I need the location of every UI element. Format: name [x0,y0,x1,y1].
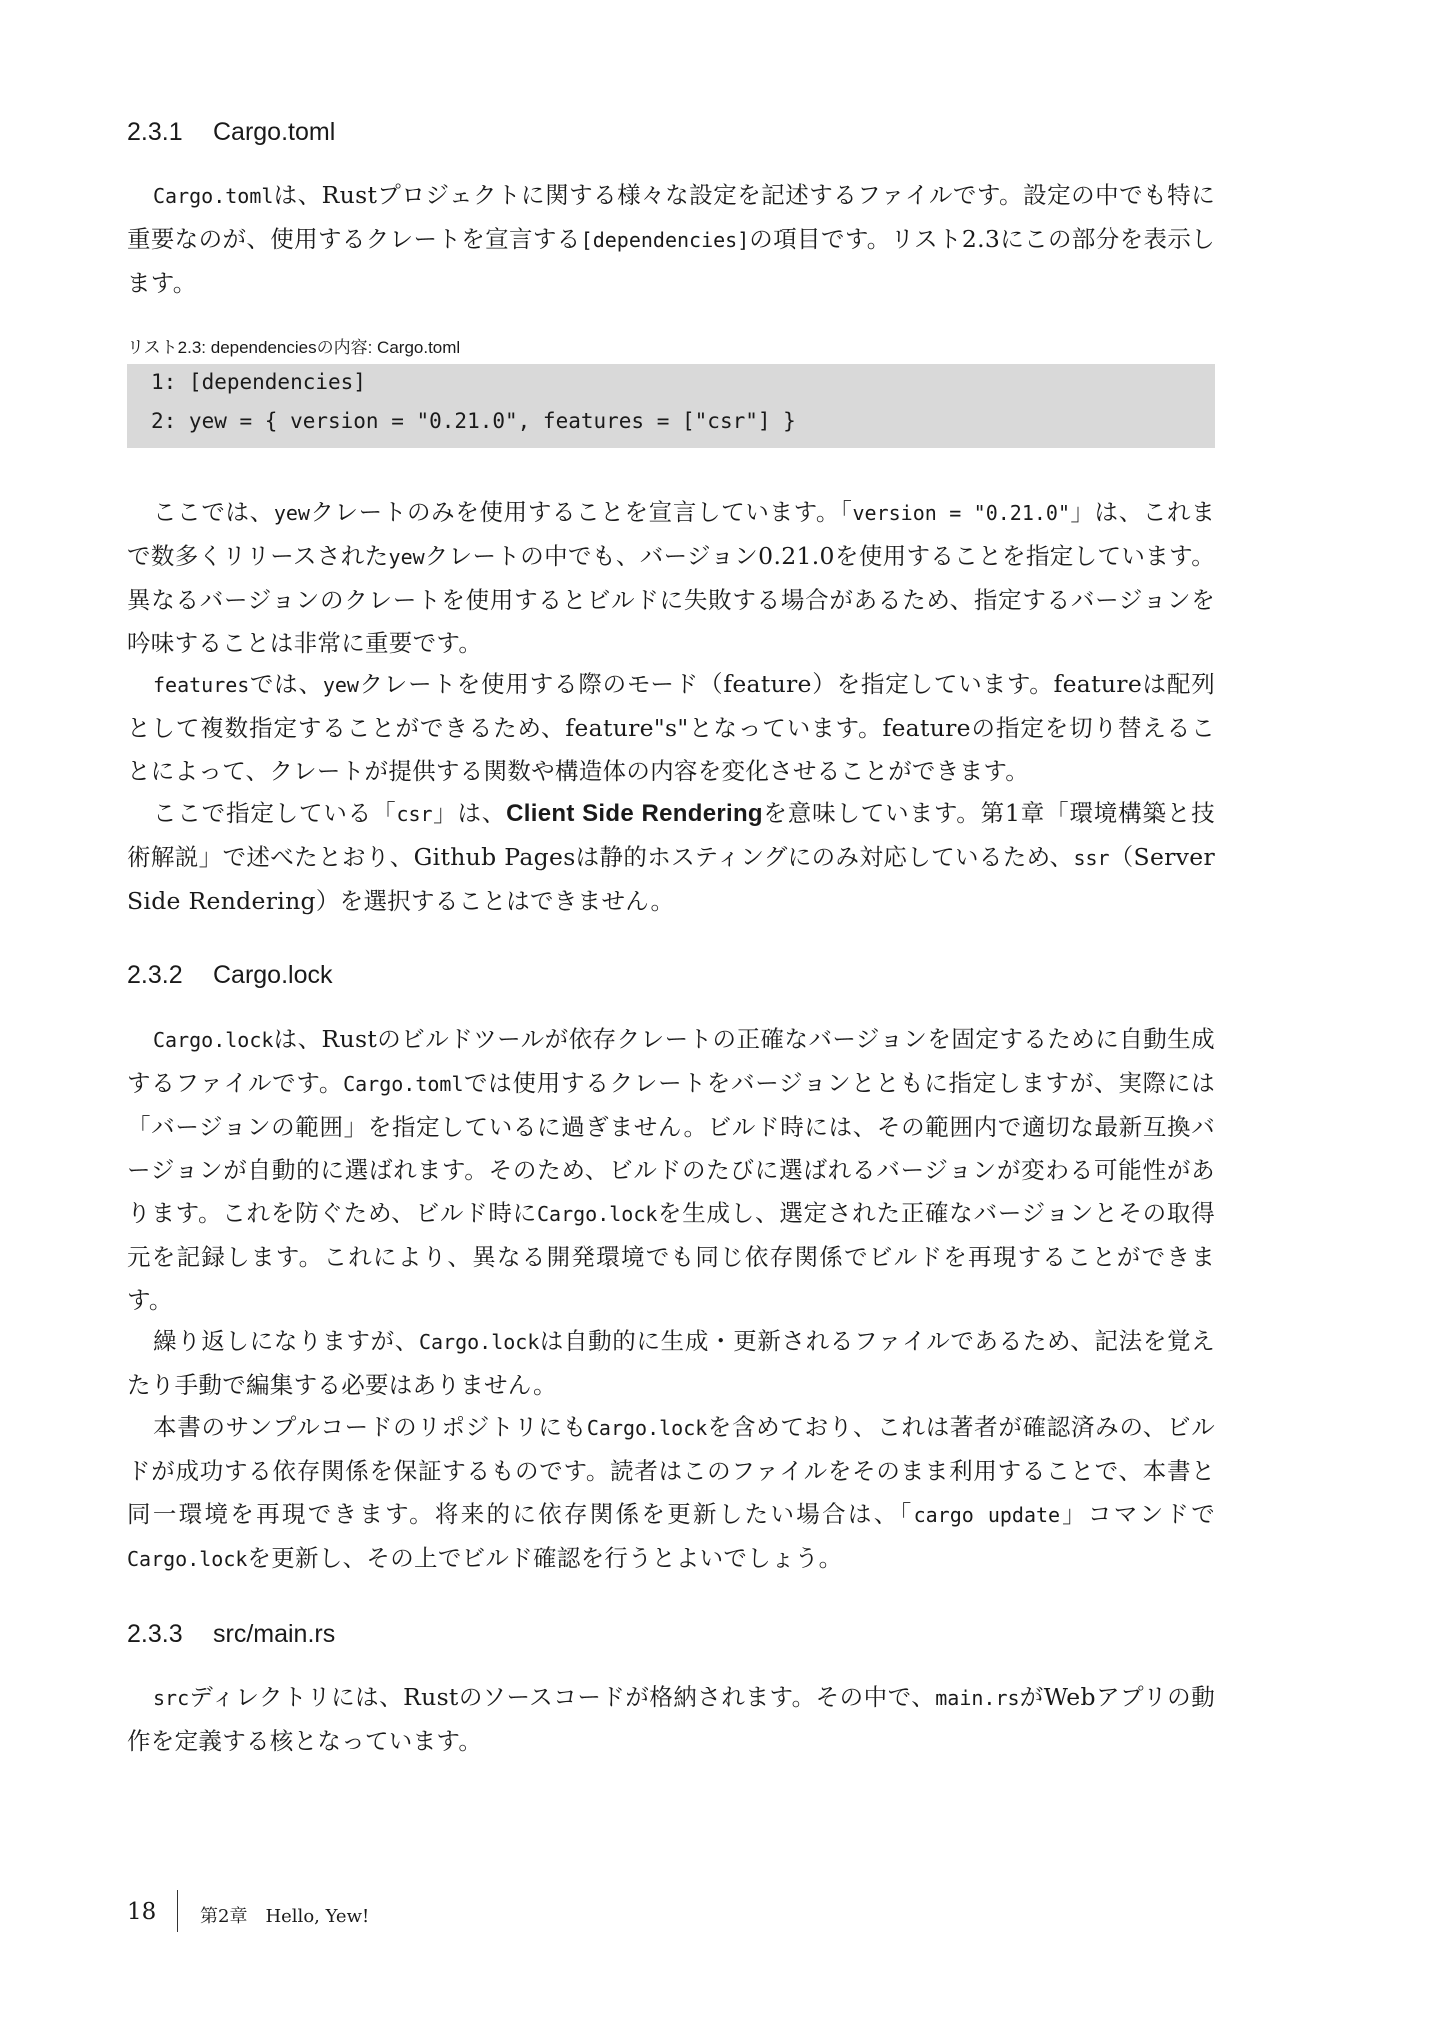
section-number: 2.3.2 [127,961,183,989]
book-title: Hello, Yew! [265,1906,370,1927]
text: は自動的に生成・更新されるファイルであるため、記法を覚えたり手動で編集する必要はありません。 [127,1327,1215,1399]
inline-code: yew [273,501,310,525]
text: クレートの中でも、バージョン0.21.0を使用することを指定しています。異なるバージョンのクレートを使用するとビルドに失敗する場合があるため、指定するバージョンを吟味することは非常に重要です。 [127,542,1215,657]
inline-code: Cargo.toml [343,1072,464,1096]
text: ここで指定している「 [153,799,397,827]
inline-code: main.rs [935,1686,1020,1710]
paragraph-features [127,663,1215,793]
paragraph-csr [127,792,1215,923]
text: を更新し、その上でビルド確認を行うとよいでしょう。 [247,1544,843,1572]
inline-code: [dependencies] [580,228,750,252]
inline-code: yew [388,545,425,569]
code-line: 2: yew = { version = "0.21.0", features = ["csr"] } [151,409,796,433]
text: ディレクトリには、Rustのソースコードが格納されます。その中で、 [189,1683,936,1711]
paragraph-yew-version [127,491,1215,665]
section-heading-2-3-1 [127,118,335,147]
section-title: Cargo.toml [213,118,336,146]
text: 」コマンドで [1060,1500,1215,1528]
inline-code: Cargo.lock [153,1028,274,1052]
inline-code: cargo update [913,1503,1061,1527]
page-number: 18 [127,1899,157,1925]
paragraph-cargo-lock-intro [127,1018,1215,1322]
code-line: 1: [dependencies] [151,370,366,394]
text: を含めており、これは著者が確認済みの、ビルドが成功する依存関係を保証するものです。読者はこのファイルをそのまま利用することで、本書と同一環境を再現できます。将来的に依存関係を更新したい場合は、「 [127,1413,1215,1528]
text: は、Rustのビルドツールが依存クレートの正確なバージョンを固定するために自動生成するファイルです。 [127,1025,1215,1097]
paragraph-cargo-toml-intro [127,174,1215,305]
text: クレートを使用する際のモード（feature）を指定しています。featureは配列として複数指定することができるため、feature"s"となっています。featureの指定を切り替えることによって、クレートが提供する関数や構造体の内容を変化させることができます。 [127,670,1215,785]
inline-code: src [153,1686,190,1710]
text: を意味しています。第1章「環境構築と技術解説」で述べたとおり、Github Pagesは静的ホスティングにのみ対応しているため、 [127,799,1215,871]
section-number: 2.3.3 [127,1620,183,1648]
text: は、Rustプロジェクトに関する様々な設定を記述するファイルです。設定の中でも特に重要なのが、使用するクレートを宣言する [127,181,1215,253]
section-heading-2-3-2 [127,961,333,990]
inline-code: version = "0.21.0" [852,501,1070,525]
listing-caption: リスト2.3: dependenciesの内容: Cargo.toml [127,338,461,357]
text: では使用するクレートをバージョンとともに指定しますが、実際には「バージョンの範囲」を指定しているに過ぎません。ビルド時には、その範囲内で適切な最新互換バージョンが自動的に選ばれます。そのため、ビルドのたびに選ばれるバージョンが変わる可能性があります。これを防ぐため、ビルド時に [127,1069,1215,1227]
inline-code: features [153,673,250,697]
inline-code: ssr [1073,846,1110,870]
bold-term: Client Side Rendering [506,800,763,827]
paragraph-sample-repo [127,1406,1215,1581]
section-heading-2-3-3 [127,1620,335,1649]
inline-code: Cargo.lock [127,1547,248,1571]
code-listing [127,364,1215,448]
section-number: 2.3.1 [127,118,183,146]
text: では、 [249,670,323,698]
text: 」は、 [432,799,507,827]
text: がWebアプリの動作を定義する核となっています。 [127,1683,1215,1755]
inline-code: Cargo.lock [586,1416,708,1440]
text: 本書のサンプルコードのリポジトリにも [153,1413,587,1441]
text: （Server Side Rendering）を選択することはできません。 [127,843,1216,915]
inline-code: Cargo.lock [537,1202,658,1226]
text: 繰り返しになりますが、 [153,1327,419,1355]
text: クレートのみを使用することを宣言しています。「 [309,498,853,526]
inline-code: Cargo.lock [418,1330,540,1354]
section-title: Cargo.lock [213,961,333,989]
inline-code: yew [322,673,359,697]
inline-code: csr [396,802,433,826]
running-footer [200,1902,369,1928]
footer-divider [177,1890,178,1932]
text: ここでは、 [153,498,274,526]
text: の項目です。リスト2.3にこの部分を表示します。 [127,225,1216,297]
paragraph-cargo-lock-auto [127,1320,1215,1407]
paragraph-src-dir [127,1676,1215,1763]
inline-code: Cargo.toml [153,184,274,208]
chapter-label: 第2章 [200,1906,248,1927]
text: を生成し、選定された正確なバージョンとその取得元を記録します。これにより、異なる開発環境でも同じ依存関係でビルドを再現することができます。 [127,1199,1215,1314]
section-title: src/main.rs [213,1620,336,1648]
text: 」は、これまで数多くリリースされた [127,498,1215,570]
